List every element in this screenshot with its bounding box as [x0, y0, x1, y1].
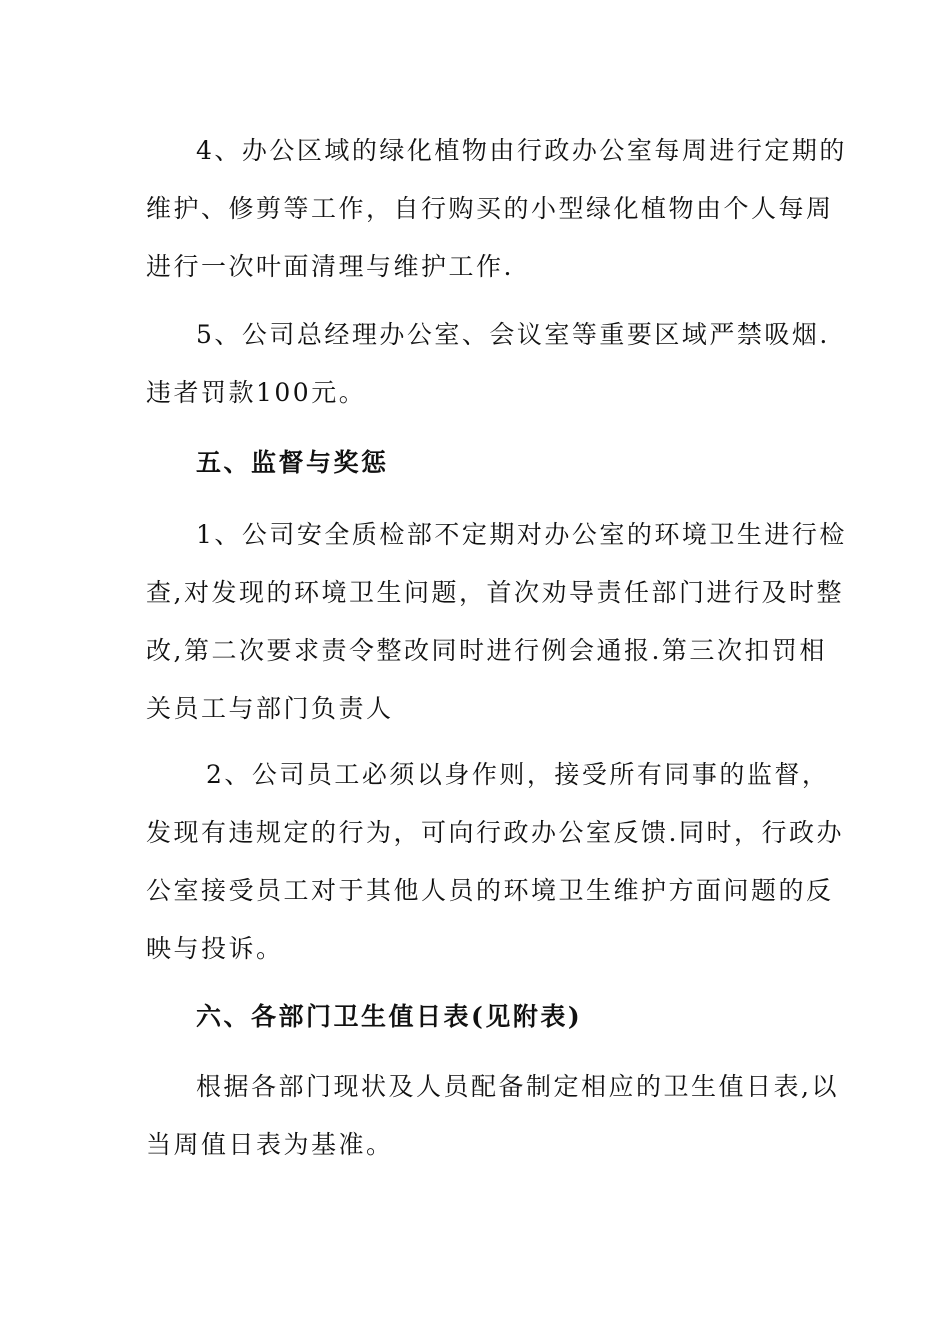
paragraph-supervision-item-2	[146, 746, 844, 978]
paragraph-item-5	[146, 306, 830, 422]
paragraph-line: 1、公司安全质检部不定期对办公室的环境卫生进行检	[196, 520, 847, 549]
section-heading-supervision: 五、监督与奖惩	[196, 448, 389, 477]
paragraph-line: 维护、修剪等工作，自行购买的小型绿化植物由个人每周	[146, 194, 834, 223]
paragraph-line: 映与投诉。	[146, 934, 284, 963]
section-heading-duty-roster: 六、各部门卫生值日表(见附表)	[196, 1002, 583, 1031]
paragraph-item-4	[146, 122, 847, 296]
paragraph-line: 改,第二次要求责令整改同时进行例会通报.第三次扣罚相	[146, 636, 827, 665]
paragraph-line: 4、办公区域的绿化植物由行政办公室每周进行定期的	[196, 136, 847, 165]
paragraph-line: 进行一次叶面清理与维护工作.	[146, 252, 514, 281]
paragraph-line: 2、公司员工必须以身作则，接受所有同事的监督，	[206, 760, 830, 789]
paragraph-line: 5、公司总经理办公室、会议室等重要区域严禁吸烟.	[196, 320, 830, 349]
paragraph-line: 根据各部门现状及人员配备制定相应的卫生值日表,以	[196, 1072, 839, 1101]
paragraph-duty-roster	[146, 1058, 839, 1174]
paragraph-line: 关员工与部门负责人	[146, 694, 394, 723]
paragraph-line: 当周值日表为基准。	[146, 1130, 394, 1159]
paragraph-line: 查,对发现的环境卫生问题，首次劝导责任部门进行及时整	[146, 578, 844, 607]
paragraph-line: 违者罚款100元。	[146, 378, 367, 407]
paragraph-line: 发现有违规定的行为，可向行政办公室反馈.同时，行政办	[146, 818, 844, 847]
paragraph-supervision-item-1	[146, 506, 847, 738]
paragraph-line: 公室接受员工对于其他人员的环境卫生维护方面问题的反	[146, 876, 834, 905]
